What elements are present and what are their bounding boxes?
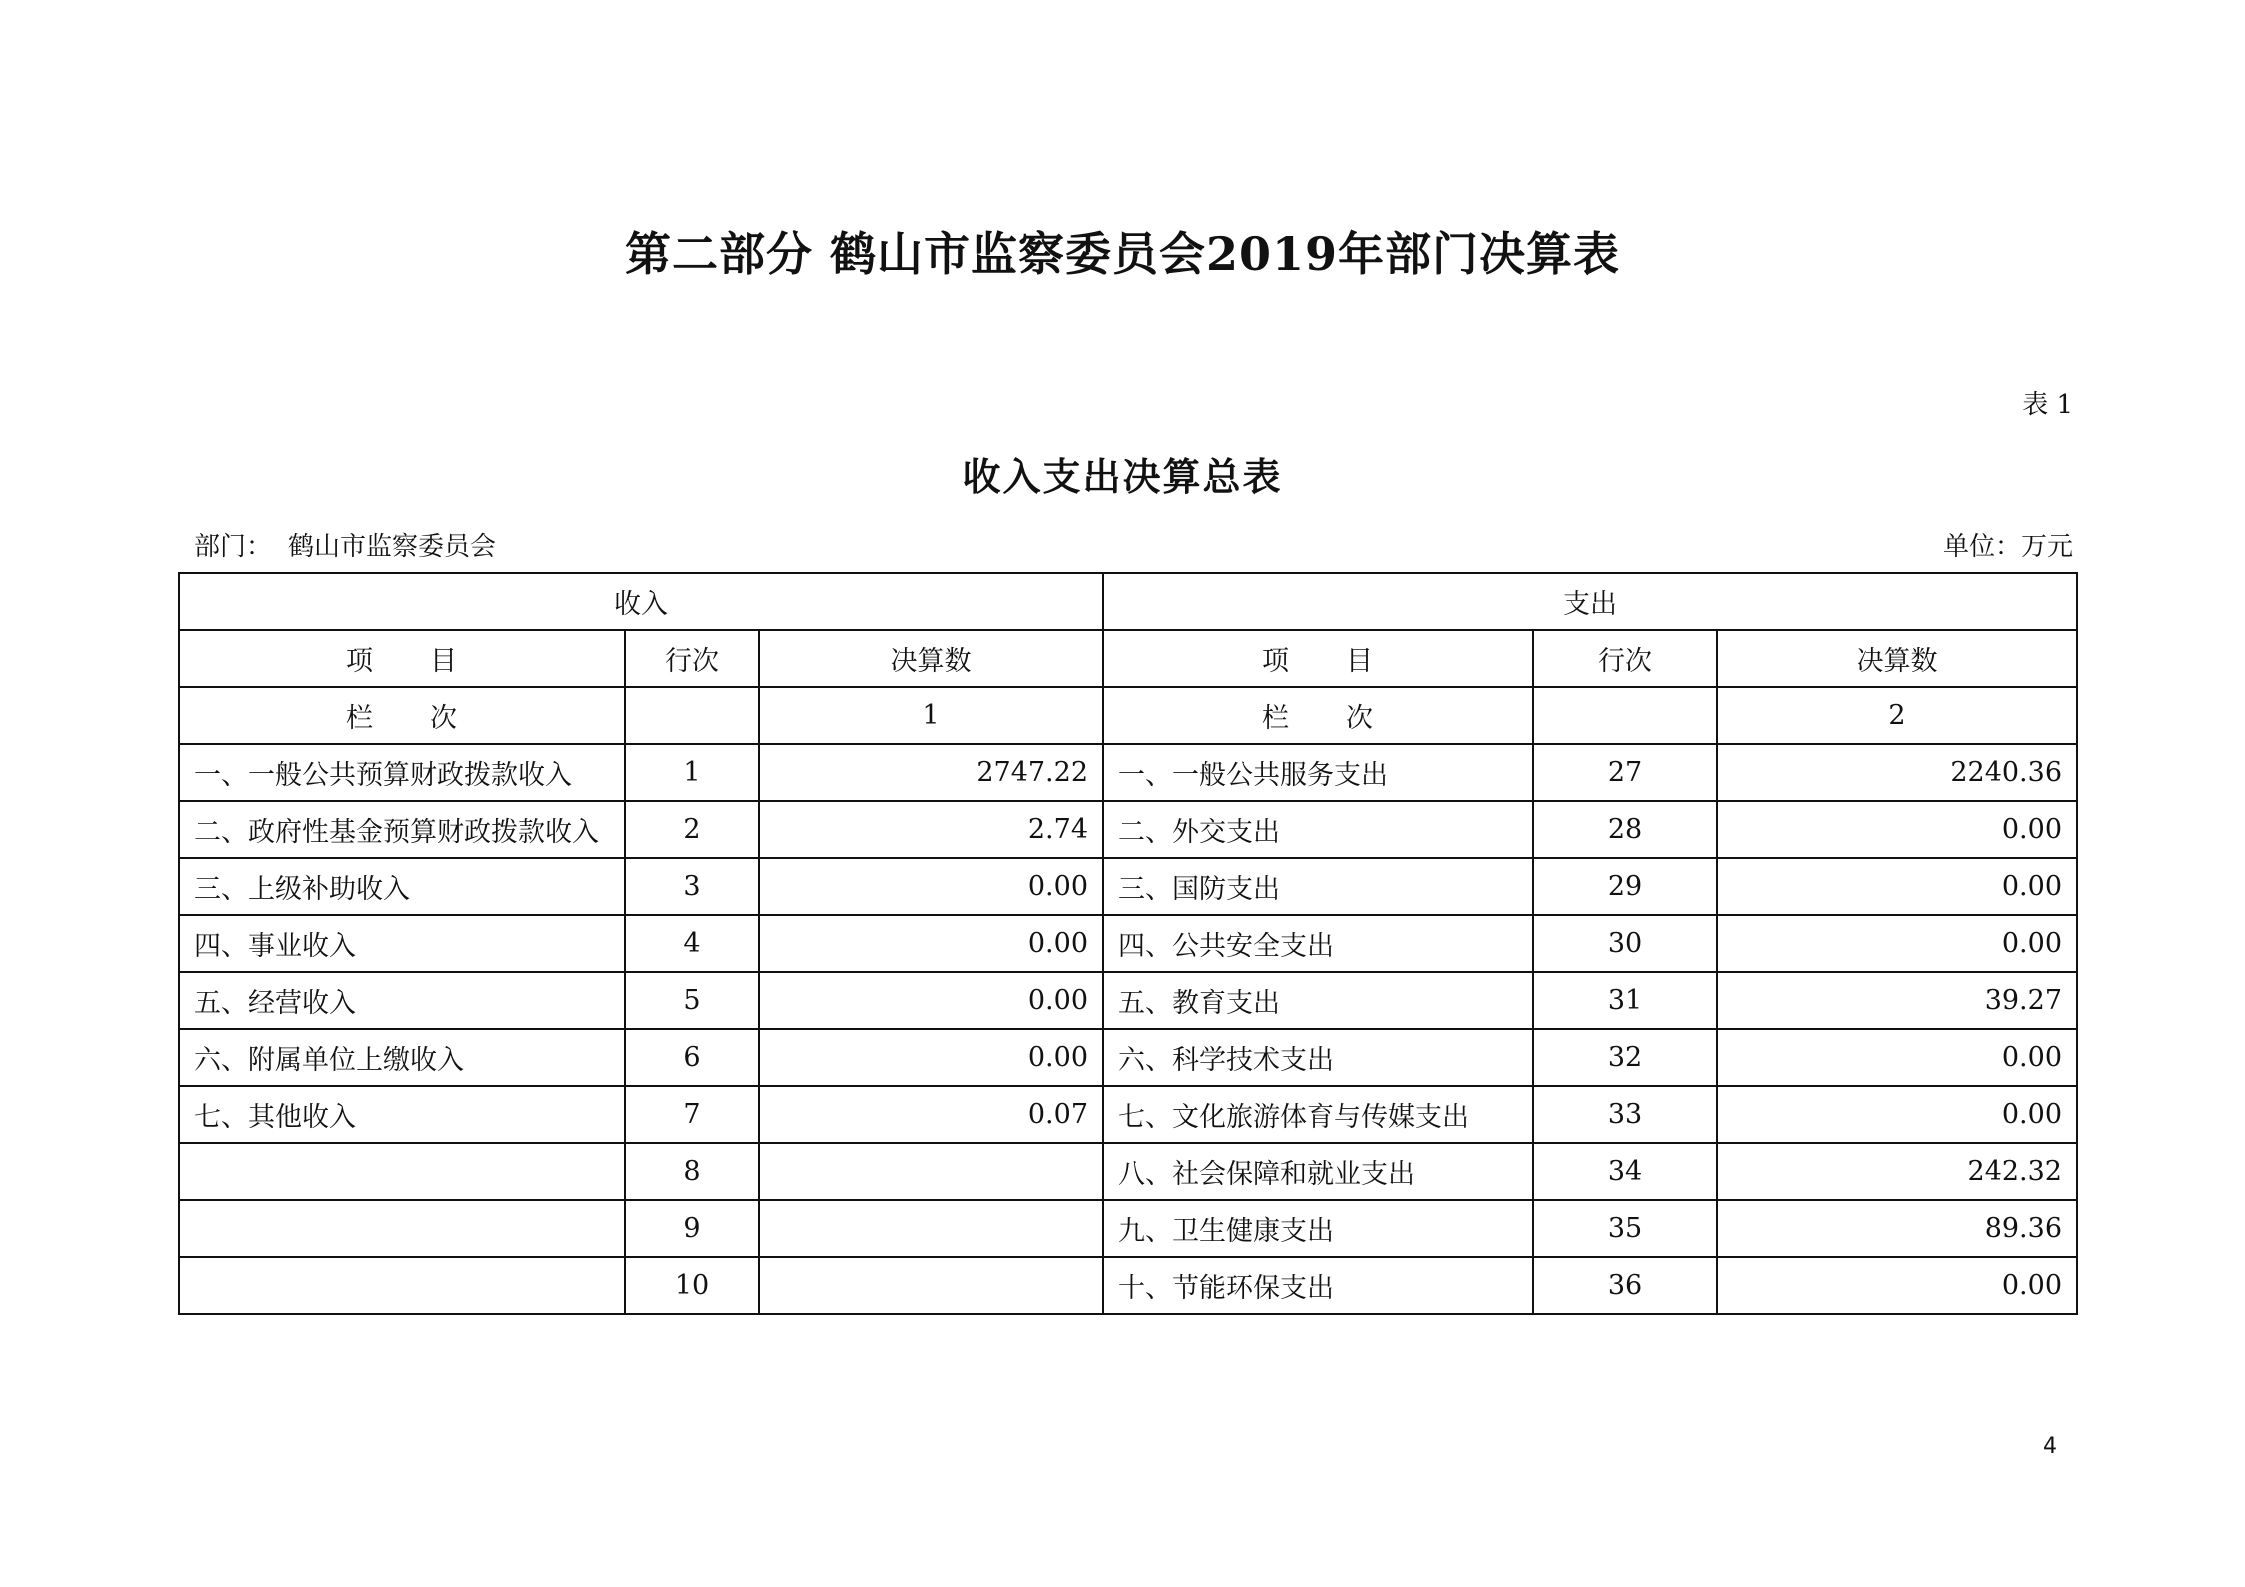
table-row bbox=[179, 1257, 2077, 1314]
expense-item-cell: 九、卫生健康支出 bbox=[1103, 1200, 1533, 1257]
expense-amount-cell: 0.00 bbox=[1717, 858, 2077, 915]
table-row bbox=[179, 1200, 2077, 1257]
table-row bbox=[179, 1086, 2077, 1143]
income-amount-cell: 2.74 bbox=[759, 801, 1103, 858]
expense-row-cell: 30 bbox=[1533, 915, 1717, 972]
expense-row-cell: 32 bbox=[1533, 1029, 1717, 1086]
expense-amount-cell: 0.00 bbox=[1717, 1029, 2077, 1086]
expense-amount-cell: 0.00 bbox=[1717, 801, 2077, 858]
expense-amount-cell: 39.27 bbox=[1717, 972, 2077, 1029]
expense-amount-cell: 2240.36 bbox=[1717, 744, 2077, 801]
table-row bbox=[179, 801, 2077, 858]
income-item-cell bbox=[179, 1200, 625, 1257]
table-row bbox=[179, 1029, 2077, 1086]
income-amount-cell: 0.00 bbox=[759, 1029, 1103, 1086]
income-amount-header: 决算数 bbox=[759, 630, 1103, 687]
income-item-cell: 五、经营收入 bbox=[179, 972, 625, 1029]
income-index-number: 1 bbox=[759, 687, 1103, 744]
income-amount-cell bbox=[759, 1143, 1103, 1200]
income-item-cell: 六、附属单位上缴收入 bbox=[179, 1029, 625, 1086]
income-amount-cell: 0.07 bbox=[759, 1086, 1103, 1143]
income-expense-table bbox=[178, 572, 2078, 1315]
expense-amount-cell: 0.00 bbox=[1717, 1257, 2077, 1314]
expense-item-cell: 四、公共安全支出 bbox=[1103, 915, 1533, 972]
income-index-label: 栏 次 bbox=[179, 687, 625, 744]
table-row bbox=[179, 915, 2077, 972]
group-header-row bbox=[179, 573, 2077, 630]
income-row-cell: 8 bbox=[625, 1143, 759, 1200]
table-number: 表 1 bbox=[2022, 390, 2073, 420]
income-amount-cell bbox=[759, 1257, 1103, 1314]
expense-item-cell: 二、外交支出 bbox=[1103, 801, 1533, 858]
expense-item-cell: 一、一般公共服务支出 bbox=[1103, 744, 1533, 801]
income-item-cell: 二、政府性基金预算财政拨款收入 bbox=[179, 801, 625, 858]
expense-item-cell: 七、文化旅游体育与传媒支出 bbox=[1103, 1086, 1533, 1143]
page-title: 第二部分 鹤山市监察委员会2019年部门决算表 bbox=[624, 227, 1621, 281]
income-item-cell bbox=[179, 1143, 625, 1200]
income-item-cell: 四、事业收入 bbox=[179, 915, 625, 972]
income-item-cell: 三、上级补助收入 bbox=[179, 858, 625, 915]
expense-amount-cell: 89.36 bbox=[1717, 1200, 2077, 1257]
expense-index-label: 栏 次 bbox=[1103, 687, 1533, 744]
page-number: 4 bbox=[2043, 1434, 2057, 1459]
expense-item-cell: 三、国防支出 bbox=[1103, 858, 1533, 915]
table-title: 收入支出决算总表 bbox=[962, 454, 1283, 499]
income-row-cell: 9 bbox=[625, 1200, 759, 1257]
expense-item-cell: 五、教育支出 bbox=[1103, 972, 1533, 1029]
column-index-row bbox=[179, 687, 2077, 744]
department-value: 鹤山市监察委员会 bbox=[288, 532, 497, 562]
department-line bbox=[194, 526, 496, 563]
income-item-header: 项 目 bbox=[179, 630, 625, 687]
expense-index-blank bbox=[1533, 687, 1717, 744]
income-group-header: 收入 bbox=[179, 573, 1103, 630]
table-body bbox=[179, 573, 2077, 1314]
expense-amount-cell: 0.00 bbox=[1717, 1086, 2077, 1143]
income-amount-cell: 0.00 bbox=[759, 858, 1103, 915]
expense-group-header: 支出 bbox=[1103, 573, 2077, 630]
income-amount-cell: 0.00 bbox=[759, 915, 1103, 972]
income-row-cell: 3 bbox=[625, 858, 759, 915]
income-row-cell: 4 bbox=[625, 915, 759, 972]
department-label: 部门： bbox=[194, 532, 273, 562]
income-row-cell: 6 bbox=[625, 1029, 759, 1086]
income-row-cell: 7 bbox=[625, 1086, 759, 1143]
expense-row-cell: 33 bbox=[1533, 1086, 1717, 1143]
income-row-cell: 2 bbox=[625, 801, 759, 858]
income-row-cell: 5 bbox=[625, 972, 759, 1029]
expense-item-header: 项 目 bbox=[1103, 630, 1533, 687]
expense-row-cell: 28 bbox=[1533, 801, 1717, 858]
expense-amount-header: 决算数 bbox=[1717, 630, 2077, 687]
expense-row-cell: 36 bbox=[1533, 1257, 1717, 1314]
income-amount-cell: 2747.22 bbox=[759, 744, 1103, 801]
expense-row-cell: 31 bbox=[1533, 972, 1717, 1029]
income-item-cell: 一、一般公共预算财政拨款收入 bbox=[179, 744, 625, 801]
table-row bbox=[179, 858, 2077, 915]
expense-row-header: 行次 bbox=[1533, 630, 1717, 687]
table-row bbox=[179, 972, 2077, 1029]
expense-item-cell: 八、社会保障和就业支出 bbox=[1103, 1143, 1533, 1200]
income-row-cell: 10 bbox=[625, 1257, 759, 1314]
expense-row-cell: 29 bbox=[1533, 858, 1717, 915]
expense-row-cell: 34 bbox=[1533, 1143, 1717, 1200]
income-item-cell: 七、其他收入 bbox=[179, 1086, 625, 1143]
income-row-header: 行次 bbox=[625, 630, 759, 687]
table-row bbox=[179, 1143, 2077, 1200]
income-amount-cell: 0.00 bbox=[759, 972, 1103, 1029]
income-index-blank bbox=[625, 687, 759, 744]
table-row bbox=[179, 744, 2077, 801]
expense-amount-cell: 0.00 bbox=[1717, 915, 2077, 972]
expense-amount-cell: 242.32 bbox=[1717, 1143, 2077, 1200]
column-header-row bbox=[179, 630, 2077, 687]
income-row-cell: 1 bbox=[625, 744, 759, 801]
income-amount-cell bbox=[759, 1200, 1103, 1257]
expense-row-cell: 35 bbox=[1533, 1200, 1717, 1257]
expense-item-cell: 六、科学技术支出 bbox=[1103, 1029, 1533, 1086]
expense-index-number: 2 bbox=[1717, 687, 2077, 744]
unit-label: 单位：万元 bbox=[1942, 532, 2073, 562]
expense-row-cell: 27 bbox=[1533, 744, 1717, 801]
expense-item-cell: 十、节能环保支出 bbox=[1103, 1257, 1533, 1314]
income-item-cell bbox=[179, 1257, 625, 1314]
